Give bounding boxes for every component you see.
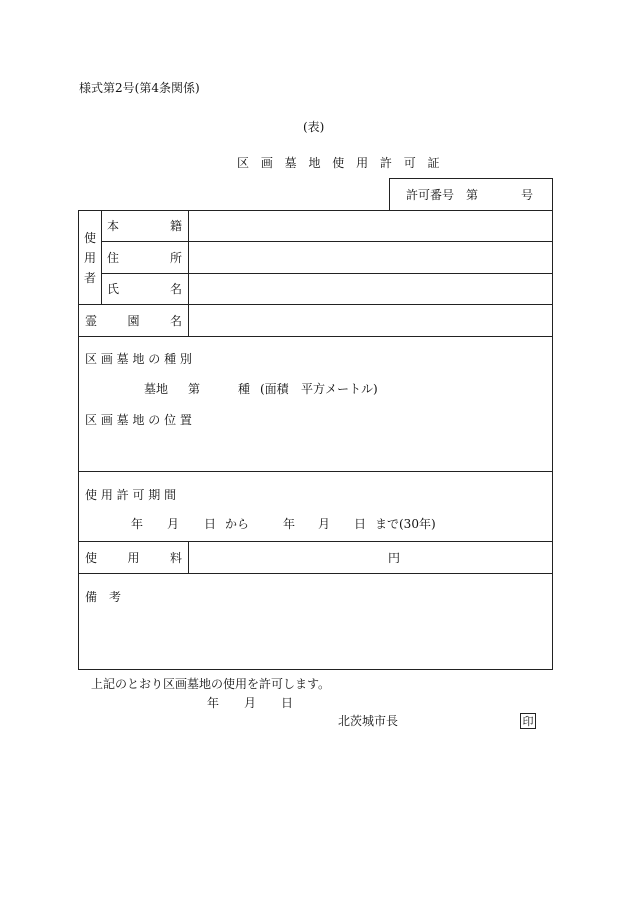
permit-period-title: 使 用 許 可 期 間 <box>85 488 177 502</box>
seal-mark: 印 <box>520 713 536 729</box>
row-divider <box>79 336 552 337</box>
caption-char: 用 <box>83 250 96 265</box>
column-divider <box>101 211 102 304</box>
plot-position-title: 区 画 墓 地 の 位 置 <box>85 413 192 427</box>
row-divider <box>79 573 552 574</box>
period-start-year: 年 <box>131 517 144 531</box>
document-title: 区 画 墓 地 使 用 許 可 証 <box>237 156 444 170</box>
plot-type-title: 区 画 墓 地 の 種 別 <box>85 352 192 366</box>
caption-char: 使 <box>83 230 96 245</box>
usage-fee-unit: 円 <box>388 551 401 565</box>
name-label: 氏 名 <box>107 282 182 296</box>
row-divider <box>101 241 552 242</box>
period-end-year: 年 <box>283 517 296 531</box>
period-until: まで(30年) <box>375 517 436 531</box>
plot-type-area: (面積 <box>260 382 289 396</box>
permit-number-label: 許可番号 第 <box>406 188 479 202</box>
column-divider <box>188 211 189 336</box>
side-label: (表) <box>303 120 325 134</box>
period-from: から <box>225 517 250 531</box>
plot-type-sqm: 平方メートル) <box>301 382 378 396</box>
row-divider <box>79 541 552 542</box>
permit-number-suffix: 号 <box>521 188 534 202</box>
period-end-day: 日 <box>354 517 367 531</box>
plot-type-ordinal: 第 <box>188 382 201 396</box>
caption-char: 者 <box>83 270 96 285</box>
usage-fee-label: 使 用 料 <box>85 551 182 565</box>
row-divider <box>101 273 552 274</box>
period-start-month: 月 <box>167 517 180 531</box>
issuer-name: 北茨城市長 <box>338 714 399 728</box>
plot-type-kind: 種 <box>238 382 251 396</box>
issue-year: 年 <box>207 696 220 710</box>
row-divider <box>79 304 552 305</box>
row-divider <box>79 471 552 472</box>
issue-day: 日 <box>281 696 294 710</box>
period-start-day: 日 <box>204 517 217 531</box>
column-divider <box>188 542 189 573</box>
issue-month: 月 <box>244 696 257 710</box>
domicile-label: 本 籍 <box>107 219 182 233</box>
remarks-title: 備 考 <box>85 590 122 604</box>
user-section-caption <box>79 211 101 304</box>
permit-form-table <box>78 210 553 670</box>
permit-statement: 上記のとおり区画墓地の使用を許可します。 <box>91 677 331 691</box>
cemetery-name-label: 霊 園 名 <box>85 314 182 328</box>
plot-type-cemetery: 墓地 <box>144 382 169 396</box>
form-number: 様式第2号(第4条関係) <box>79 81 200 95</box>
period-end-month: 月 <box>318 517 331 531</box>
address-label: 住 所 <box>107 251 182 265</box>
